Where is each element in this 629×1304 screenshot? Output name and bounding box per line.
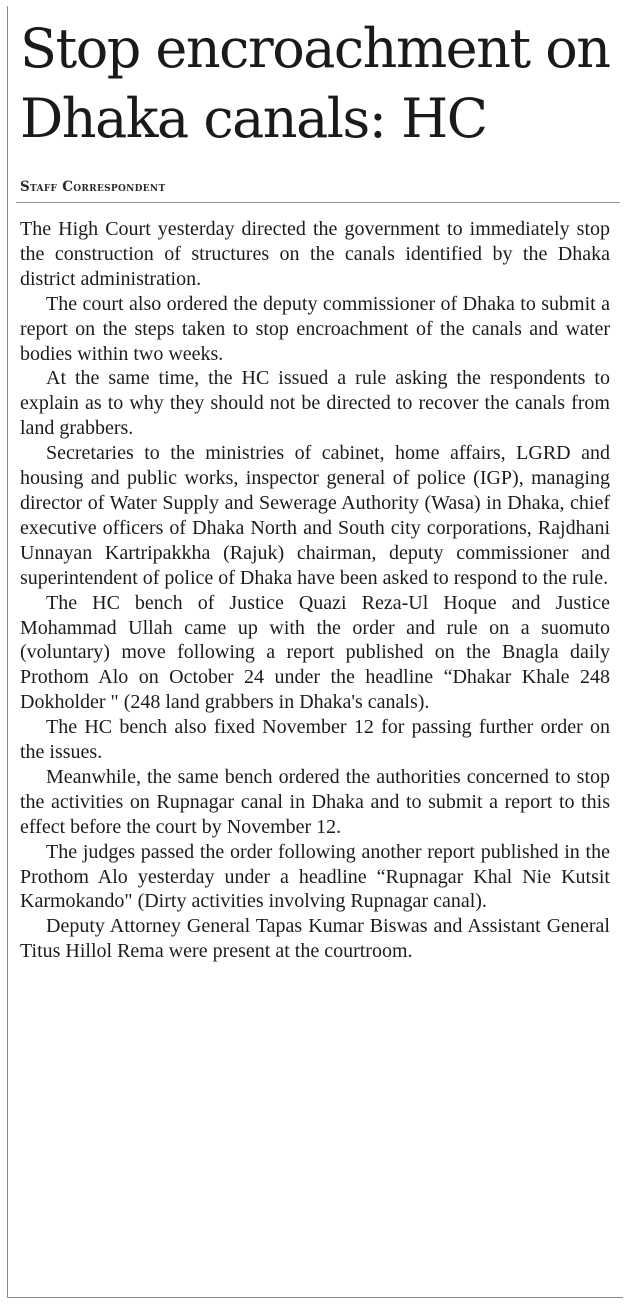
byline-divider	[16, 202, 620, 203]
paragraph: The HC bench also fixed November 12 for passing further order on the issues.	[20, 716, 610, 764]
paragraph: Deputy Attorney General Tapas Kumar Biswas and Assistant General Titus Hillol Rema were present at the courtroom.	[20, 915, 610, 963]
headline: Stop encroachment on Dhaka canals: HC	[20, 17, 610, 150]
bottom-rule	[7, 1297, 623, 1298]
article-body	[20, 217, 610, 964]
left-column-rule	[7, 6, 8, 1298]
paragraph: The judges passed the order following another report published in the Prothom Alo yesterday under a headline “Rupnagar Khal Nie Kutsit Karmokando" (Dirty activities involving Rupnagar canal).	[20, 840, 610, 913]
paragraph: At the same time, the HC issued a rule asking the respondents to explain as to why they should not be directed to recover the canals from land grabbers.	[20, 367, 610, 440]
paragraph: Meanwhile, the same bench ordered the authorities concerned to stop the activities on Rupnagar canal in Dhaka and to submit a report to this effect before the court by November 12.	[20, 765, 610, 838]
paragraph: Secretaries to the ministries of cabinet, home affairs, LGRD and housing and public works, inspector general of police (IGP), managing director of Water Supply and Sewerage Authority (Wasa) in Dhaka, chief executive officers of Dhaka North and South city corporations, Rajdhani Unnayan Kartripakkha (Rajuk) chairman, deputy commissioner and superintendent of police of Dhaka have been asked to respond to the rule.	[20, 442, 610, 589]
byline: Staff Correspondent	[20, 179, 166, 195]
paragraph: The High Court yesterday directed the government to immediately stop the construction of structures on the canals identified by the Dhaka district administration.	[20, 218, 610, 290]
paragraph: The court also ordered the deputy commissioner of Dhaka to submit a report on the steps taken to stop encroachment of the canals and water bodies within two weeks.	[20, 292, 610, 365]
paragraph: The HC bench of Justice Quazi Reza-Ul Hoque and Justice Mohammad Ullah came up with the order and rule on a suomuto (voluntary) move following a report published on the Bnagla daily Prothom Alo on October 24 under the headline “Dhakar Khale 248 Dokholder " (248 land grabbers in Dhaka's canals).	[20, 591, 610, 714]
